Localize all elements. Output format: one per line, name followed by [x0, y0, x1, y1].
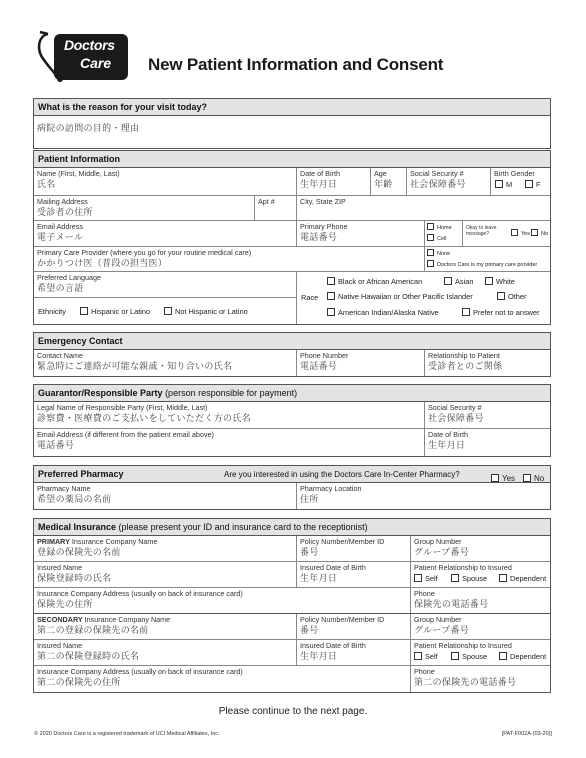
emergency-phone-field[interactable]: [296, 350, 424, 376]
pcp-doctors-care-option[interactable]: Doctors Care is my primary care provider: [427, 260, 537, 268]
guarantor-dob-label: Date of Birth: [428, 430, 468, 439]
primary-phone-jp: 電話番号: [300, 232, 338, 242]
primary-address-jp: 保険先の住所: [37, 599, 93, 609]
secondary-group-label: Group Number: [414, 615, 462, 624]
primary-address-field[interactable]: [34, 588, 410, 613]
guarantor-email-label: Email Address (if different from the patient email above): [37, 430, 214, 439]
hispanic-checkbox[interactable]: [80, 307, 88, 315]
pcp-none-option[interactable]: None: [427, 249, 450, 257]
primary-insured-dob-jp: 生年月日: [300, 573, 338, 583]
secondary-insured-dob-label: Insured Date of Birth: [300, 641, 366, 650]
patient-age-field[interactable]: [370, 168, 406, 195]
gender-f-option[interactable]: F: [525, 180, 541, 189]
home-phone-option[interactable]: Home: [427, 223, 452, 231]
guarantor-email-field[interactable]: [34, 429, 424, 456]
pharmacy-no-checkbox[interactable]: [523, 474, 531, 482]
not-hispanic-checkbox[interactable]: [164, 307, 172, 315]
guarantor-dob-field[interactable]: [424, 429, 550, 456]
patient-age-label: Age: [374, 169, 387, 178]
guarantor-email-jp: 電話番号: [37, 440, 75, 450]
email-label: Email Address: [37, 222, 83, 231]
emergency-phone-jp: 電話番号: [300, 361, 338, 371]
secondary-spouse-option[interactable]: Spouse: [451, 652, 487, 661]
preferred-language-jp: 希望の言語: [37, 283, 84, 293]
email-jp: 電子メール: [37, 232, 84, 242]
secondary-policy-jp: 番号: [300, 625, 319, 635]
guarantor-name-field[interactable]: [34, 402, 424, 428]
primary-relationship-label: Patient Relationship to Insured: [414, 563, 512, 572]
pharmacy-yes-checkbox[interactable]: [491, 474, 499, 482]
mailing-address-label: Mailing Address: [37, 197, 88, 206]
cell-phone-checkbox[interactable]: [427, 234, 434, 241]
race-asian-checkbox[interactable]: [444, 277, 452, 285]
logo-line2: Care: [80, 55, 112, 71]
gender-m-option[interactable]: M: [495, 180, 512, 189]
guarantor-dob-jp: 生年月日: [428, 440, 466, 450]
race-field: [296, 272, 550, 324]
secondary-self-option[interactable]: Self: [414, 652, 438, 661]
emergency-relationship-field[interactable]: [424, 350, 550, 376]
pharmacy-name-field[interactable]: [34, 483, 296, 509]
secondary-insured-dob-field[interactable]: [296, 640, 410, 665]
primary-self-checkbox[interactable]: [414, 574, 422, 582]
guarantor-ssn-jp: 社会保障番号: [428, 413, 484, 423]
primary-group-field[interactable]: [410, 536, 550, 561]
gender-m-checkbox[interactable]: [495, 180, 503, 188]
leave-message-yes-checkbox[interactable]: [511, 229, 518, 236]
primary-policy-label: Policy Number/Member ID: [300, 537, 385, 546]
city-state-zip-label: City, State ZIP: [300, 197, 346, 206]
emergency-contact-heading: Emergency Contact: [34, 333, 550, 350]
emergency-contact-name-jp: 緊急時にご連絡が可能な親戚・知り合いの氏名: [37, 361, 233, 371]
secondary-company-field[interactable]: [34, 614, 296, 639]
not-hispanic-option[interactable]: Not Hispanic or Latino: [164, 307, 248, 316]
race-native-hawaiian-option[interactable]: Native Hawaiian or Other Pacific Islander: [327, 292, 473, 301]
race-white-checkbox[interactable]: [485, 277, 493, 285]
visit-reason-section: [33, 98, 551, 149]
mailing-address-field[interactable]: [34, 196, 254, 220]
pharmacy-yes-option[interactable]: Yes: [491, 470, 515, 487]
primary-ins-phone-jp: 保険先の電話番号: [414, 599, 489, 609]
primary-policy-field[interactable]: [296, 536, 410, 561]
phone-type-field: [424, 221, 462, 246]
secondary-self-checkbox[interactable]: [414, 652, 422, 660]
visit-reason-heading: What is the reason for your visit today?: [34, 99, 550, 116]
pharmacy-location-field[interactable]: [296, 483, 550, 509]
patient-name-field[interactable]: [34, 168, 296, 195]
race-prefer-not-option[interactable]: Prefer not to answer: [462, 308, 540, 317]
pcp-none-checkbox[interactable]: [427, 249, 434, 256]
page-title: New Patient Information and Consent: [148, 55, 444, 74]
secondary-relationship-field: [410, 640, 550, 665]
secondary-policy-label: Policy Number/Member ID: [300, 615, 385, 624]
pcp-options: [424, 247, 550, 271]
pharmacy-location-label: Pharmacy Location: [300, 484, 362, 493]
primary-phone-field[interactable]: [410, 588, 550, 613]
emergency-contact-name-label: Contact Name: [37, 351, 83, 360]
guarantor-ssn-field[interactable]: [424, 402, 550, 428]
ethnicity-label: Ethnicity: [38, 307, 66, 316]
emergency-relationship-jp: 受診者とのご関係: [428, 361, 503, 371]
secondary-company-label: SECONDARY Insurance Company Name: [37, 615, 171, 624]
preferred-language-label: Preferred Language: [37, 273, 101, 282]
race-black-option[interactable]: Black or African American: [327, 277, 422, 286]
leave-message-no[interactable]: No: [531, 229, 548, 237]
leave-message-field: [462, 221, 550, 246]
primary-group-label: Group Number: [414, 537, 462, 546]
race-label: Race: [301, 293, 319, 302]
primary-relationship-field: [410, 562, 550, 587]
guarantor-ssn-label: Social Security #: [428, 403, 482, 412]
visit-reason-field[interactable]: [34, 116, 550, 148]
primary-phone-label: Primary Phone: [300, 222, 348, 231]
primary-dependent-checkbox[interactable]: [499, 574, 507, 582]
race-other-option[interactable]: Other: [497, 292, 526, 301]
secondary-insured-name-jp: 第二の保険登録時の氏名: [37, 651, 140, 661]
guarantor-heading: Guarantor/Responsible Party (person responsible for payment): [34, 385, 550, 402]
pcp-jp: かかりつけ医（普段の担当医）: [37, 258, 168, 268]
insurance-heading: Medical Insurance (please present your ID and insurance card to the receptionist): [34, 519, 550, 536]
pcp-label: Primary Care Provider (where you go for your routine medical care): [37, 248, 252, 257]
pcp-doctors-care-checkbox[interactable]: [427, 260, 434, 267]
race-white-option[interactable]: White: [485, 277, 515, 286]
birth-gender-label: Birth Gender: [494, 169, 535, 178]
secondary-ins-phone-label: Phone: [414, 667, 435, 676]
race-black-checkbox[interactable]: [327, 277, 335, 285]
secondary-company-jp: 第二の登録の保険先の名前: [37, 625, 149, 635]
mailing-address-jp: 受診者の住所: [37, 207, 93, 217]
logo-line1: Doctors: [64, 37, 115, 53]
secondary-group-jp: グループ番号: [414, 625, 470, 635]
primary-company-field[interactable]: [34, 536, 296, 561]
pharmacy-question: Are you interested in using the Doctors Care In-Center Pharmacy?: [224, 470, 460, 479]
secondary-relationship-label: Patient Relationship to Insured: [414, 641, 512, 650]
pcp-field[interactable]: [34, 247, 424, 271]
primary-insured-dob-label: Insured Date of Birth: [300, 563, 366, 572]
secondary-insured-dob-jp: 生年月日: [300, 651, 338, 661]
insurance-section: [33, 518, 551, 693]
cell-phone-option[interactable]: Cell: [427, 234, 446, 242]
secondary-ins-phone-jp: 第二の保険先の電話番号: [414, 677, 517, 687]
patient-info-heading: Patient Information: [34, 151, 550, 168]
race-other-checkbox[interactable]: [497, 292, 505, 300]
gender-f-checkbox[interactable]: [525, 180, 533, 188]
emergency-phone-label: Phone Number: [300, 351, 349, 360]
patient-ssn-field[interactable]: [406, 168, 490, 195]
secondary-spouse-checkbox[interactable]: [451, 652, 459, 660]
primary-insured-dob-field[interactable]: [296, 562, 410, 587]
guarantor-section: [33, 384, 551, 457]
pharmacy-no-option[interactable]: No: [523, 470, 544, 487]
ethnicity-row: [34, 297, 296, 324]
form-code: [PAT-F002A-(03-20)]: [501, 731, 552, 737]
primary-insured-name-jp: 保険登録時の氏名: [37, 573, 112, 583]
secondary-policy-field[interactable]: [296, 614, 410, 639]
apt-label: Apt #: [258, 197, 275, 206]
patient-dob-jp: 生年月日: [300, 179, 338, 189]
secondary-group-field[interactable]: [410, 614, 550, 639]
secondary-phone-field[interactable]: [410, 666, 550, 692]
race-prefer-not-checkbox[interactable]: [462, 308, 470, 316]
race-american-indian-checkbox[interactable]: [327, 308, 335, 316]
pharmacy-name-label: Pharmacy Name: [37, 484, 91, 493]
apt-field[interactable]: [254, 196, 296, 220]
birth-gender-field: [490, 168, 550, 195]
guarantor-name-label: Legal Name of Responsible Party (First, Middle, Last): [37, 403, 208, 412]
secondary-dependent-option[interactable]: Dependent: [499, 652, 546, 661]
primary-insured-name-label: Insured Name: [37, 563, 83, 572]
primary-policy-jp: 番号: [300, 547, 319, 557]
trademark-note: © 2020 Doctors Care is a registered trademark of UCI Medical Affiliates, Inc.: [34, 731, 220, 737]
primary-spouse-option[interactable]: Spouse: [451, 574, 487, 583]
primary-company-label: PRIMARY Insurance Company Name: [37, 537, 158, 546]
pharmacy-name-jp: 希望の薬局の名前: [37, 494, 112, 504]
leave-message-yes[interactable]: Yes: [511, 229, 530, 237]
primary-spouse-checkbox[interactable]: [451, 574, 459, 582]
leave-message-no-checkbox[interactable]: [531, 229, 538, 236]
patient-name-jp: 氏名: [37, 179, 56, 189]
emergency-contact-name-field[interactable]: [34, 350, 296, 376]
patient-dob-label: Date of Birth: [300, 169, 340, 178]
patient-name-label: Name (First, Middle, Last): [37, 169, 120, 178]
secondary-address-field[interactable]: [34, 666, 410, 692]
pharmacy-section: [33, 465, 551, 510]
patient-dob-field[interactable]: [296, 168, 370, 195]
patient-ssn-label: Social Security #: [410, 169, 464, 178]
hispanic-option[interactable]: Hispanic or Latino: [80, 307, 150, 316]
secondary-insured-name-label: Insured Name: [37, 641, 83, 650]
secondary-dependent-checkbox[interactable]: [499, 652, 507, 660]
primary-company-jp: 登録の保険先の名前: [37, 547, 121, 557]
home-phone-checkbox[interactable]: [427, 223, 434, 230]
pharmacy-heading: Preferred Pharmacy Are you interested in using the Doctors Care In-Center Pharmacy? Yes No: [34, 466, 550, 483]
emergency-relationship-label: Relationship to Patient: [428, 351, 500, 360]
primary-self-option[interactable]: Self: [414, 574, 438, 583]
primary-group-jp: グループ番号: [414, 547, 470, 557]
secondary-address-label: Insurance Company Address (usually on back of insurance card): [37, 667, 243, 676]
race-native-hawaiian-checkbox[interactable]: [327, 292, 335, 300]
primary-address-label: Insurance Company Address (usually on back of insurance card): [37, 589, 243, 598]
primary-dependent-option[interactable]: Dependent: [499, 574, 546, 583]
leave-message-label: Okay to leave message?: [466, 225, 497, 237]
email-field[interactable]: [34, 221, 296, 246]
doctors-care-logo: [34, 28, 130, 84]
patient-info-section: [33, 150, 551, 325]
race-asian-option[interactable]: Asian: [444, 277, 474, 286]
patient-ssn-jp: 社会保障番号: [410, 179, 466, 189]
primary-insured-name-field[interactable]: [34, 562, 296, 587]
guarantor-name-jp: 診察費・医療費のご支払いをしていただく方の氏名: [37, 413, 251, 423]
secondary-insured-name-field[interactable]: [34, 640, 296, 665]
emergency-contact-section: [33, 332, 551, 377]
primary-phone-field[interactable]: [296, 221, 424, 246]
pharmacy-location-jp: 住所: [300, 494, 319, 504]
race-american-indian-option[interactable]: American Indian/Alaska Native: [327, 308, 439, 317]
primary-ins-phone-label: Phone: [414, 589, 435, 598]
secondary-address-jp: 第二の保険先の住所: [37, 677, 121, 687]
city-state-zip-field[interactable]: [296, 196, 550, 220]
continue-note: Please continue to the next page.: [218, 706, 368, 717]
visit-reason-jp: 病院の訪問の目的・理由: [37, 123, 140, 133]
patient-age-jp: 年齢: [374, 179, 393, 189]
